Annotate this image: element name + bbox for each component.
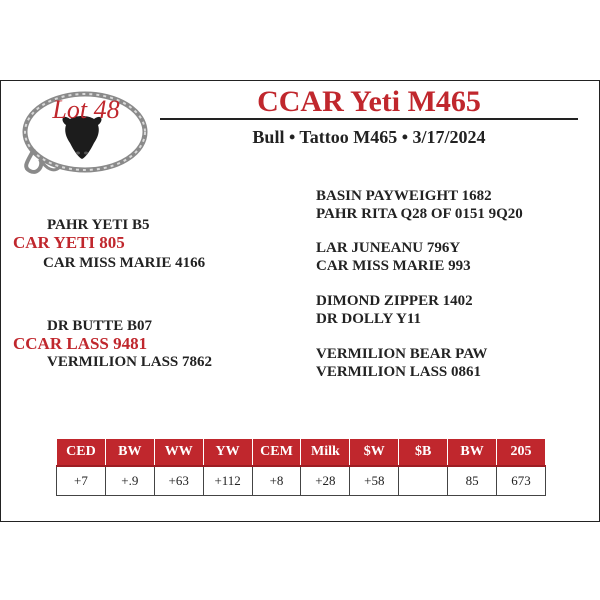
animal-name-title: CCAR Yeti M465 xyxy=(257,85,481,118)
sire-dam-dam: CAR MISS MARIE 993 xyxy=(316,258,471,274)
epd-value-actual-bw: 85 xyxy=(448,466,497,496)
epd-header-w-index: $W xyxy=(350,439,399,467)
epd-table xyxy=(56,438,546,496)
epd-value-cem: +8 xyxy=(252,466,301,496)
dam-dam-dam: VERMILION LASS 0861 xyxy=(316,364,482,380)
sire-sire-sire: BASIN PAYWEIGHT 1682 xyxy=(316,188,492,204)
sire-sire-dam: PAHR RITA Q28 OF 0151 9Q20 xyxy=(316,206,523,222)
lot-label: Lot 48 xyxy=(52,95,120,124)
epd-value-ww: +63 xyxy=(154,466,203,496)
title-divider xyxy=(160,118,578,120)
epd-value-milk: +28 xyxy=(301,466,350,496)
epd-value-yw: +112 xyxy=(203,466,252,496)
sire-dam-sire: LAR JUNEANU 796Y xyxy=(316,240,461,256)
epd-header-bw: BW xyxy=(105,439,154,467)
epd-header-yw: YW xyxy=(203,439,252,467)
epd-header-ced: CED xyxy=(57,439,106,467)
sire: CAR YETI 805 xyxy=(13,233,125,252)
dam-sire: DR BUTTE B07 xyxy=(47,318,153,334)
sire-sire: PAHR YETI B5 xyxy=(47,217,150,233)
epd-header-milk: Milk xyxy=(301,439,350,467)
sire-dam: CAR MISS MARIE 4166 xyxy=(43,255,206,271)
epd-header-cem: CEM xyxy=(252,439,301,467)
animal-subtitle: Bull • Tattoo M465 • 3/17/2024 xyxy=(252,127,486,147)
epd-value-bw: +.9 xyxy=(105,466,154,496)
dam-sire-sire: DIMOND ZIPPER 1402 xyxy=(316,293,473,309)
epd-header-row xyxy=(57,439,546,467)
dam: CCAR LASS 9481 xyxy=(13,334,148,353)
epd-header-actual-bw: BW xyxy=(448,439,497,467)
dam-dam: VERMILION LASS 7862 xyxy=(47,354,213,370)
epd-value-w-index: +58 xyxy=(350,466,399,496)
epd-value-b-index xyxy=(399,466,448,496)
dam-sire-dam: DR DOLLY Y11 xyxy=(316,311,422,327)
epd-header-b-index: $B xyxy=(399,439,448,467)
epd-value-ced: +7 xyxy=(57,466,106,496)
epd-value-row xyxy=(57,466,546,496)
epd-value-205: 673 xyxy=(497,466,546,496)
epd-header-205: 205 xyxy=(497,439,546,467)
epd-header-ww: WW xyxy=(154,439,203,467)
dam-dam-sire: VERMILION BEAR PAW xyxy=(316,346,488,362)
